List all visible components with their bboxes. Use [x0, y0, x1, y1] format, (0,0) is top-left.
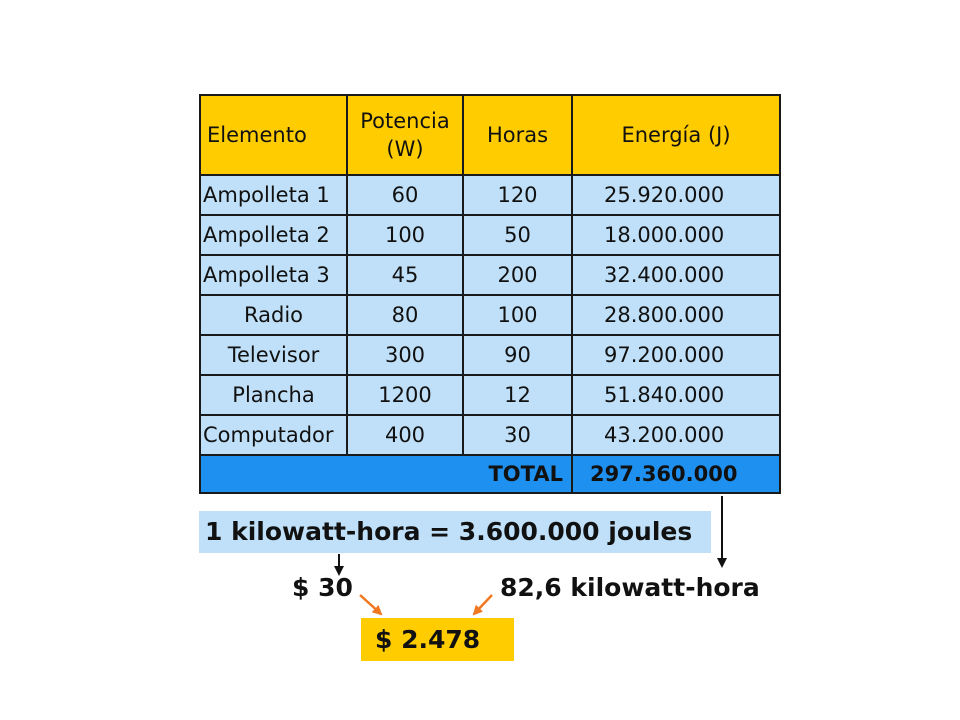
table-row: [200, 335, 780, 375]
row-power: 1200: [347, 375, 463, 415]
row-energy: 32.400.000: [572, 255, 780, 295]
table-row: [200, 375, 780, 415]
table-row: [200, 415, 780, 455]
price-per-kwh: $ 30: [292, 573, 353, 602]
header-power-line1: Potencia: [360, 109, 450, 133]
kwh-total: 82,6 kilowatt-hora: [500, 573, 760, 602]
row-name: Ampolleta 3: [200, 255, 347, 295]
row-hours: 200: [463, 255, 572, 295]
conversion-box: 1 kilowatt-hora = 3.600.000 joules: [199, 511, 711, 553]
table-row: [200, 255, 780, 295]
row-energy: 18.000.000: [572, 215, 780, 255]
table-row: [200, 175, 780, 215]
row-hours: 12: [463, 375, 572, 415]
row-power: 400: [347, 415, 463, 455]
row-name: Radio: [200, 295, 347, 335]
header-hours: Horas: [463, 95, 572, 175]
total-row: [200, 455, 780, 493]
arrow-price-to-result-icon: [360, 595, 381, 614]
row-energy: 28.800.000: [572, 295, 780, 335]
row-energy: 25.920.000: [572, 175, 780, 215]
table-row: [200, 295, 780, 335]
row-power: 80: [347, 295, 463, 335]
row-energy: 43.200.000: [572, 415, 780, 455]
header-power-line2: (W): [386, 137, 424, 161]
energy-table: [199, 94, 781, 494]
row-hours: 30: [463, 415, 572, 455]
row-power: 45: [347, 255, 463, 295]
row-energy: 51.840.000: [572, 375, 780, 415]
row-hours: 50: [463, 215, 572, 255]
header-energy: Energía (J): [572, 95, 780, 175]
result-box: $ 2.478: [361, 618, 514, 661]
row-power: 100: [347, 215, 463, 255]
total-value: 297.360.000: [572, 455, 780, 493]
row-hours: 100: [463, 295, 572, 335]
header-row: [200, 95, 780, 175]
row-name: Plancha: [200, 375, 347, 415]
table-row: [200, 215, 780, 255]
row-name: Ampolleta 1: [200, 175, 347, 215]
row-hours: 120: [463, 175, 572, 215]
row-power: 300: [347, 335, 463, 375]
header-power: [347, 95, 463, 175]
arrow-kwh-to-result-icon: [474, 595, 492, 614]
row-name: Computador: [200, 415, 347, 455]
row-energy: 97.200.000: [572, 335, 780, 375]
header-element: Elemento: [200, 95, 347, 175]
row-power: 60: [347, 175, 463, 215]
total-label: TOTAL: [200, 455, 572, 493]
row-hours: 90: [463, 335, 572, 375]
row-name: Televisor: [200, 335, 347, 375]
row-name: Ampolleta 2: [200, 215, 347, 255]
